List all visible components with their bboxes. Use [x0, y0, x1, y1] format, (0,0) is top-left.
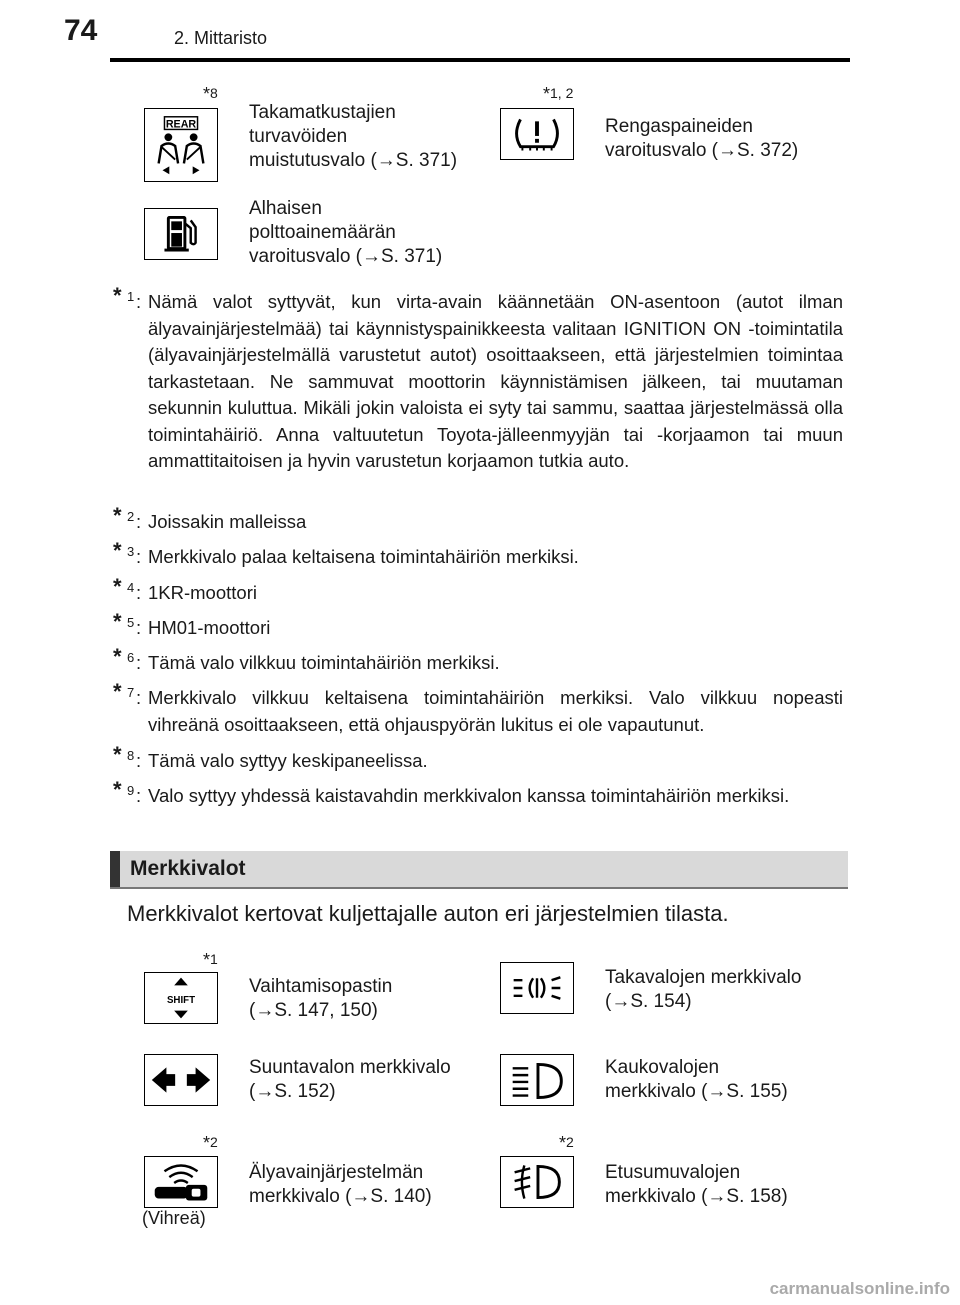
- tail-light-icon: [500, 962, 574, 1014]
- indicator-description: Takavalojen merkkivalo (→S. 154): [605, 967, 802, 1012]
- page-number: 74: [64, 14, 98, 47]
- rear-seatbelt-icon: [144, 108, 218, 182]
- shift-label: SHIFT: [166, 994, 196, 1006]
- footnote: * 3 : Merkkivalo palaa keltaisena toimintahäiriön merkiksi.: [113, 538, 579, 567]
- footnote: * 8 : Tämä valo syttyy keskipaneelissa.: [113, 742, 428, 771]
- footnote-marker: *2: [559, 1133, 574, 1153]
- icon-caption: (Vihreä): [142, 1208, 206, 1228]
- rear-label: REAR: [165, 118, 197, 131]
- footnote-marker: *8: [203, 84, 218, 104]
- footnote: * 9 : Valo syttyy yhdessä kaistavahdin merkkivalon kanssa toimintahäiriön merkiksi.: [113, 777, 790, 806]
- smart-key-icon: [144, 1156, 218, 1208]
- footnote: * 5 : HM01-moottori: [113, 609, 271, 638]
- footnote-marker: *2: [203, 1133, 218, 1153]
- footnote: * 6 : Tämä valo vilkkuu toimintahäiriön merkiksi.: [113, 644, 500, 673]
- lamp-description: Takamatkustajien turvavöiden muistutusvalo (→S. 371): [249, 102, 458, 171]
- high-beam-icon: [500, 1054, 574, 1106]
- section-header: [110, 851, 848, 889]
- lamp-description: Alhaisen polttoainemäärän varoitusvalo (→S. 371): [249, 198, 443, 267]
- footnote: * 2 : Joissakin malleissa: [113, 503, 307, 532]
- watermark: carmanualsonline.info: [769, 1279, 950, 1298]
- chapter-title: 2. Mittaristo: [174, 28, 268, 48]
- header-divider: [110, 58, 850, 62]
- lamp-description: Rengaspaineiden varoitusvalo (→S. 372): [605, 116, 799, 161]
- turn-signal-icon: [144, 1054, 218, 1106]
- fuel-icon: [144, 208, 218, 260]
- footnote: * 4 : 1KR-moottori: [113, 574, 257, 603]
- section-title: Merkkivalot: [130, 857, 246, 880]
- indicator-description: Etusumuvalojen merkkivalo (→S. 158): [605, 1162, 788, 1207]
- footnote-marker: *1: [203, 950, 218, 970]
- footnote: * 1 : Nämä valot syttyvät, kun virta-avain käännetään ON-asentoon (autot ilman älyavainjärjestelmää) tai käynnistyspainikkeesta valitaan IGNITION ON -toimintatila (älyavainjärjestelmällä varustetut autot) osoittaakseen, että järjestelmien toimintaa tarkastetaan. Ne sammuvat moottorin käynnistämisen jälkeen, tai muutaman sekunnin kuluttua. Mikäli jokin valoista ei syty tai sammu, saattaa järjestelmässä olla toimintahäiriö. Anna valtuutetun Toyota-jälleenmyyjän tai -korjaamon tai muun ammattitaitoisen ja hyvin varustetun korjaamon tutkia auto.: [113, 283, 843, 471]
- indicator-description: Vaihtamisopastin (→S. 147, 150): [249, 976, 393, 1021]
- indicator-description: Älyavainjärjestelmän merkkivalo (→S. 140): [249, 1162, 432, 1207]
- section-accent-stripe: [110, 851, 120, 887]
- front-fog-light-icon: [500, 1156, 574, 1208]
- footnote-marker: *1, 2: [543, 84, 574, 104]
- shift-indicator-icon: [144, 972, 218, 1024]
- footnote: * 7 : Merkkivalo vilkkuu keltaisena toimintahäiriön merkiksi. Valo vilkkuu nopeasti vihreänä osoittaakseen, että ohjauspyörän lukitus ei ole vapautunut.: [113, 679, 843, 735]
- tire-pressure-icon: [500, 108, 574, 160]
- section-intro: Merkkivalot kertovat kuljettajalle auton eri järjestelmien tilasta.: [127, 901, 729, 926]
- indicator-description: Suuntavalon merkkivalo (→S. 152): [249, 1057, 451, 1102]
- indicator-description: Kaukovalojen merkkivalo (→S. 155): [605, 1057, 788, 1102]
